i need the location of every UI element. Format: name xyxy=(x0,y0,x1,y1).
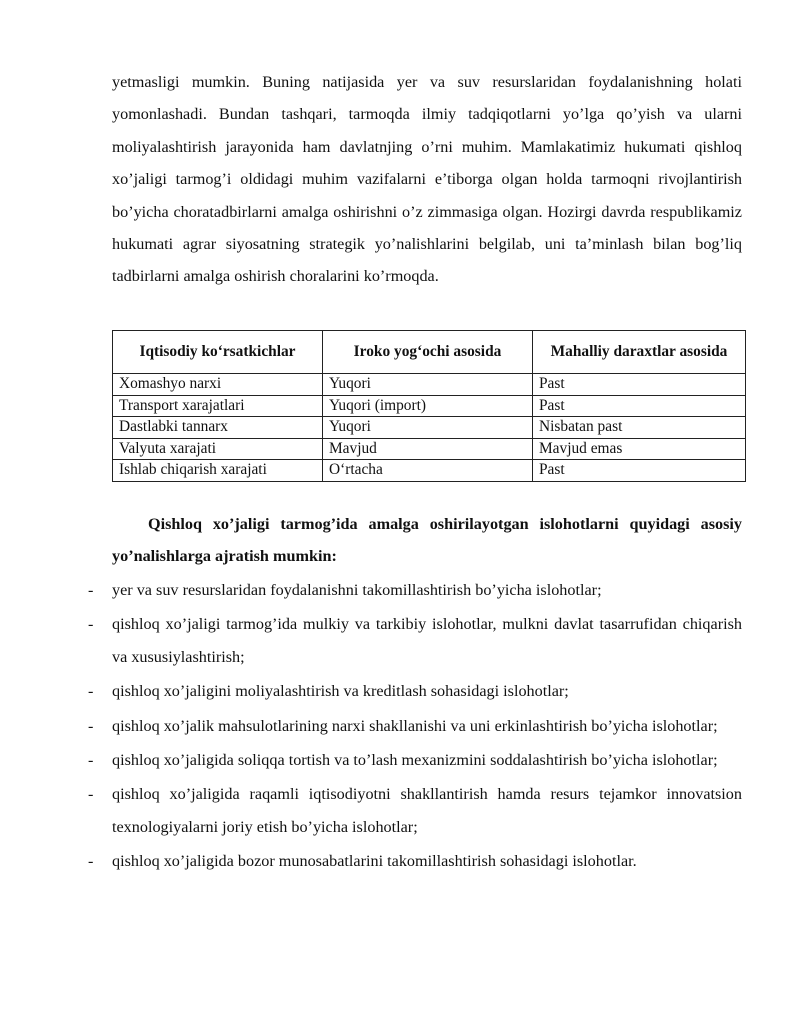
table-cell: Xomashyo narxi xyxy=(113,374,323,396)
list-item-text: qishloq xo’jaligida soliqqa tortish va to’lash mexanizmini soddalashtirish bo’yicha islohotlar; xyxy=(112,751,718,770)
table-cell: Yuqori xyxy=(323,374,533,396)
list-item xyxy=(88,744,742,776)
list-dash: - xyxy=(88,581,94,599)
list-item xyxy=(88,778,742,843)
table-cell: Past xyxy=(533,460,746,482)
list-dash: - xyxy=(88,852,94,871)
list-item xyxy=(88,845,742,877)
table-cell: Yuqori (import) xyxy=(323,395,533,417)
list-dash: - xyxy=(88,615,94,634)
table-cell: O‘rtacha xyxy=(323,460,533,482)
list-item xyxy=(88,675,742,707)
reform-directions-list xyxy=(88,574,742,880)
table-cell: Mavjud xyxy=(323,438,533,460)
list-item xyxy=(88,710,742,742)
table-row xyxy=(113,395,746,417)
list-item-text: yer va suv resurslaridan foydalanishni takomillashtirish bo’yicha islohotlar; xyxy=(112,581,602,599)
table-header-cell: Mahalliy daraxtlar asosida xyxy=(533,331,746,374)
section-heading: Qishloq xo’jaligi tarmog’ida amalga oshirilayotgan islohotlarni quyidagi asosiy yo’nalishlarga ajratish mumkin: xyxy=(112,515,742,566)
list-item-text: qishloq xo’jaligi tarmog’ida mulkiy va tarkibiy islohotlar, mulkni davlat tasarrufidan chiqarish va xususiylashtirish; xyxy=(112,615,742,666)
table-cell: Past xyxy=(533,374,746,396)
economic-indicators-table xyxy=(112,330,746,482)
list-dash: - xyxy=(88,751,94,770)
table-header-cell: Iroko yog‘ochi asosida xyxy=(323,331,533,374)
table-header-row xyxy=(113,331,746,374)
table-cell: Past xyxy=(533,395,746,417)
list-item-text: qishloq xo’jaligida bozor munosabatlarini takomillashtirish sohasidagi islohotlar. xyxy=(112,852,637,871)
list-dash: - xyxy=(88,716,94,735)
list-item-text: qishloq xo’jaligini moliyalashtirish va kreditlash sohasidagi islohotlar; xyxy=(112,682,569,701)
list-dash: - xyxy=(88,785,94,804)
table-cell: Ishlab chiqarish xarajati xyxy=(113,460,323,482)
table-row xyxy=(113,460,746,482)
table-cell: Yuqori xyxy=(323,417,533,439)
list-dash: - xyxy=(88,682,94,701)
table-row xyxy=(113,374,746,396)
table-cell: Valyuta xarajati xyxy=(113,438,323,460)
list-item-text: qishloq xo’jaligida raqamli iqtisodiyotni shakllantirish hamda resurs tejamkor innovatsion texnologiyalarni joriy etish bo’yicha islohotlar; xyxy=(112,785,742,836)
list-item xyxy=(88,608,742,673)
list-item xyxy=(88,574,742,606)
table-cell: Nisbatan past xyxy=(533,417,746,439)
table-cell: Transport xarajatlari xyxy=(113,395,323,417)
table-header-cell: Iqtisodiy ko‘rsatkichlar xyxy=(113,331,323,374)
list-item-text: qishloq xo’jalik mahsulotlarining narxi shakllanishi va uni erkinlashtirish bo’yicha islohotlar; xyxy=(112,716,718,735)
table-row xyxy=(113,417,746,439)
table-cell: Dastlabki tannarx xyxy=(113,417,323,439)
table-cell: Mavjud emas xyxy=(533,438,746,460)
table-row xyxy=(113,438,746,460)
intro-paragraph: yetmasligi mumkin. Buning natijasida yer va suv resurslaridan foydalanishning holati yomonlashadi. Bundan tashqari, tarmoqda ilmiy tadqiqotlarni yo’lga qo’yish va ularni moliyalashtirish jarayonida ham davlatnjing o’rni muhim. Mamlakatimiz hukumati qishloq xo’jaligi tarmog’i oldidagi muhim vazifalarni e’tiborga olgan holda tarmoqni rivojlantirish bo’yicha choratadbirlarni amalga oshirishni o’z zimmasiga olgan. Hozirgi davrda respublikamiz hukumati agrar siyosatning strategik yo’nalishlarini belgilab, uni ta’minlash bilan bog’liq tadbirlarni amalga oshirish choralarini ko’rmoqda. xyxy=(112,73,742,286)
